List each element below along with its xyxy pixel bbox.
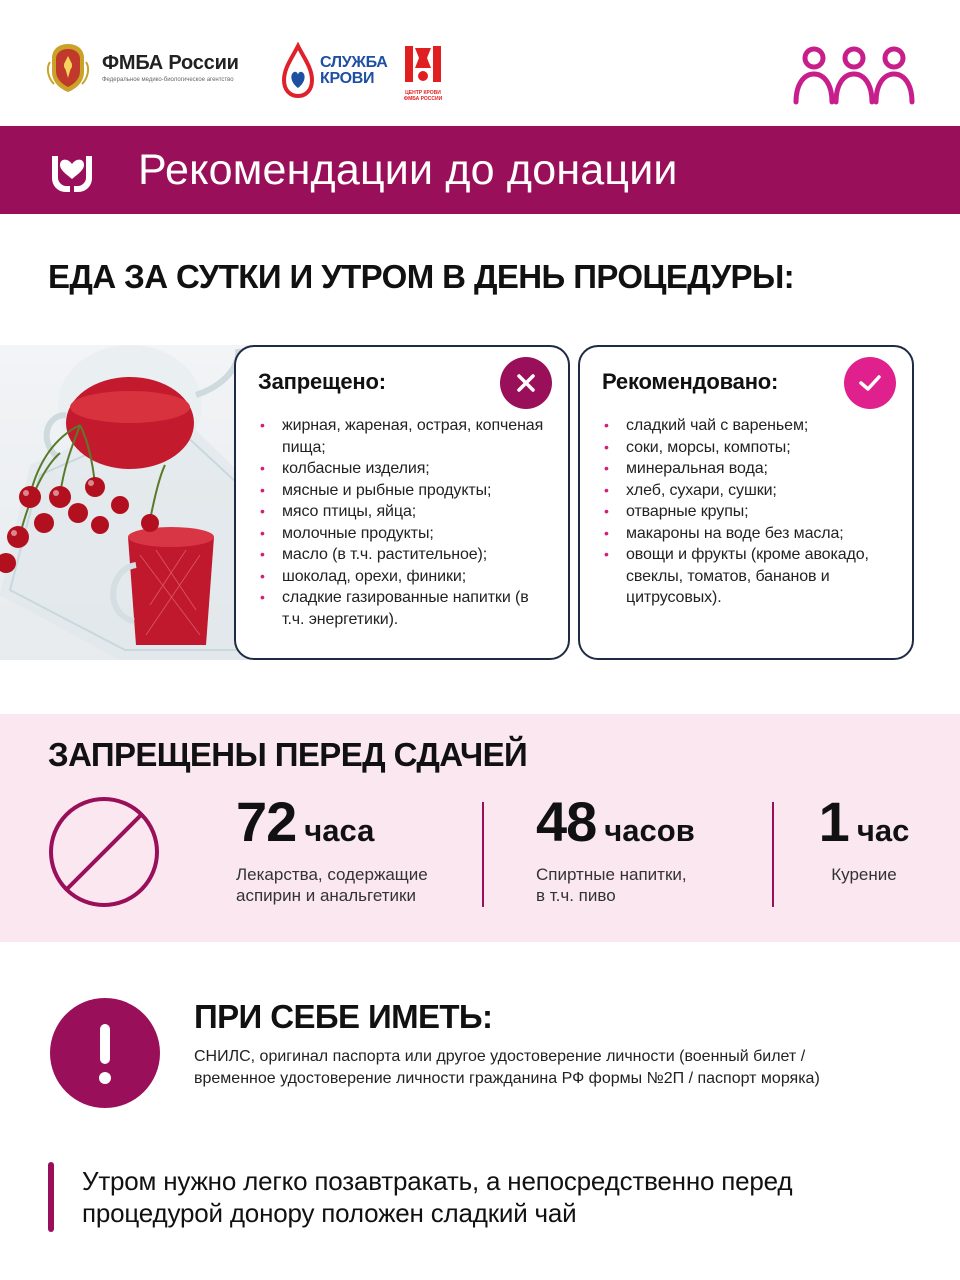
bring-heading: ПРИ СЕБЕ ИМЕТЬ:	[194, 998, 493, 1035]
stat-1-hour	[804, 790, 924, 885]
blood-center-mark-icon	[401, 44, 445, 84]
note-accent-bar	[48, 1162, 54, 1232]
fmba-logo	[46, 42, 239, 94]
stat-number: 72	[236, 790, 297, 853]
list-item: • шоколад, орехи, финики;	[258, 566, 548, 588]
blood-service-line1: СЛУЖБА	[320, 54, 388, 71]
stat-number: 48	[536, 790, 597, 853]
blood-service-logo	[280, 42, 387, 100]
list-item: • жирная, жареная, острая, копченая пища;	[258, 415, 548, 458]
list-item: • мясные и рыбные продукты;	[258, 480, 548, 502]
exclamation-icon	[50, 998, 160, 1108]
list-item: • хлеб, сухари, сушки;	[602, 480, 892, 502]
list-item: • сладкий чай с вареньем;	[602, 415, 892, 437]
forbidden-badge	[500, 357, 552, 409]
divider	[482, 802, 484, 907]
center-line2: ФМБА РОССИИ	[403, 95, 443, 102]
tea-cherries-photo	[0, 345, 262, 660]
fmba-title: ФМБА России	[102, 52, 239, 74]
stat-unit: час	[856, 813, 910, 848]
stat-description: Спиртные напитки,	[536, 865, 687, 884]
tea-illustration	[0, 345, 262, 660]
donors-people-icon	[792, 44, 916, 106]
fmba-emblem-icon	[46, 42, 90, 94]
list-item: • отварные крупы;	[602, 501, 892, 523]
list-item: • сладкие газированные напитки (в т.ч. энергетики).	[258, 587, 548, 630]
blood-center-logo	[398, 44, 448, 102]
page-title: Рекомендации до донации	[138, 146, 678, 194]
stat-48-hours	[536, 790, 695, 906]
stat-unit: часов	[604, 813, 695, 848]
blood-drop-heart-icon	[280, 42, 316, 100]
close-icon	[515, 372, 537, 394]
title-banner	[0, 126, 960, 214]
blood-service-line2: КРОВИ	[320, 70, 375, 87]
list-item: • минеральная вода;	[602, 458, 892, 480]
stat-description: в т.ч. пиво	[536, 886, 616, 905]
stat-description: Лекарства, содержащие	[236, 865, 428, 884]
fmba-subtitle: Федеральное медико-биологическое агентство	[102, 77, 234, 83]
forbidden-card	[234, 345, 570, 660]
list-item: • мясо птицы, яйца;	[258, 501, 548, 523]
center-line1: ЦЕНТР КРОВИ	[405, 90, 441, 96]
stat-72-hours	[236, 790, 428, 906]
recommended-card	[578, 345, 914, 660]
prohibited-section	[0, 714, 960, 942]
prohibited-heading: ЗАПРЕЩЕНЫ ПЕРЕД СДАЧЕЙ	[48, 736, 528, 773]
stat-description: Курение	[831, 865, 897, 884]
donor-hands-heart-icon	[48, 148, 96, 194]
header-logos	[0, 0, 960, 126]
stat-description: аспирин и анальгетики	[236, 886, 416, 905]
no-sign-icon	[46, 794, 162, 910]
list-item: • молочные продукты;	[258, 523, 548, 545]
divider	[772, 802, 774, 907]
stat-number: 1	[818, 790, 849, 853]
list-item: • колбасные изделия;	[258, 458, 548, 480]
recommended-list	[602, 415, 892, 609]
recommended-badge	[844, 357, 896, 409]
bring-text: СНИЛС, оригинал паспорта или другое удостоверение личности (военный билет / временное удостоверение личности гражданина РФ формы №2П / паспорт моряка)	[194, 1048, 820, 1087]
check-icon	[857, 372, 883, 394]
stat-unit: часа	[304, 813, 375, 848]
forbidden-title: Запрещено:	[258, 369, 386, 394]
food-heading: ЕДА ЗА СУТКИ И УТРОМ В ДЕНЬ ПРОЦЕДУРЫ:	[48, 258, 795, 295]
recommended-title: Рекомендовано:	[602, 369, 779, 394]
breakfast-note: Утром нужно легко позавтракать, а непосредственно перед процедурой донору положен сладкий чай	[82, 1166, 793, 1228]
exclamation-badge	[50, 998, 160, 1108]
list-item: • овощи и фрукты (кроме авокадо, свеклы, томатов, бананов и цитрусовых).	[602, 544, 892, 609]
list-item: • соки, морсы, компоты;	[602, 437, 892, 459]
list-item: • масло (в т.ч. растительное);	[258, 544, 548, 566]
list-item: • макароны на воде без масла;	[602, 523, 892, 545]
forbidden-list	[258, 415, 548, 630]
